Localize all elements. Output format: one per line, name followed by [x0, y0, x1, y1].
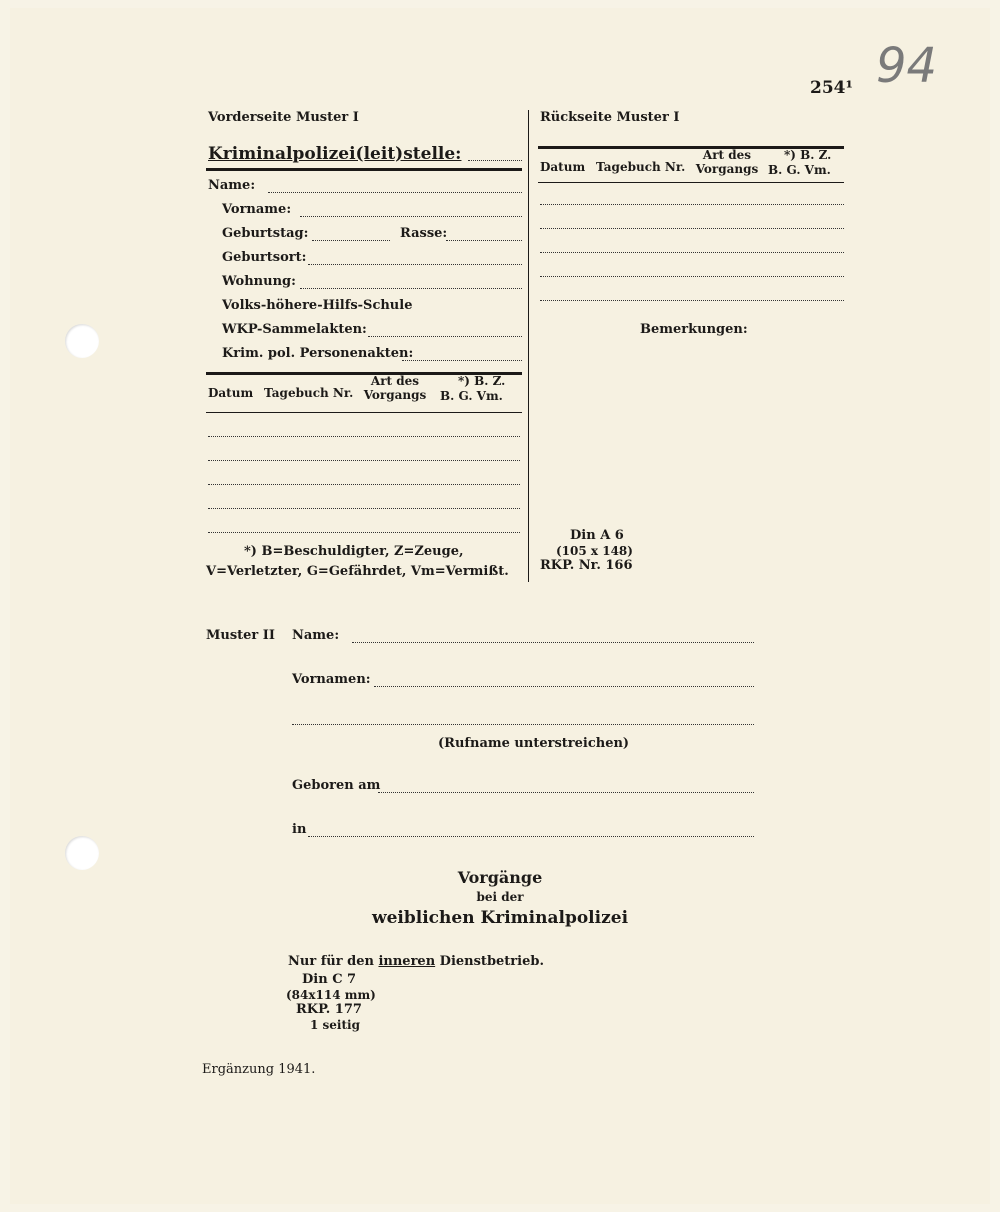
- muster2-rufname-note: (Rufname unterstreichen): [438, 736, 630, 751]
- front-footnote-line2: V=Verletzter, G=Gefährdet, Vm=Vermißt.: [206, 564, 509, 579]
- punch-hole-bottom: [65, 836, 99, 870]
- front-title: Kriminalpolizei(leit)stelle:: [208, 144, 462, 164]
- muster2-title-vorgaenge: Vorgänge: [457, 868, 543, 887]
- back-format-rkp: RKP. Nr. 166: [540, 558, 633, 573]
- muster2-geboren-label: Geboren am: [292, 778, 381, 793]
- front-geburtstag-label: Geburtstag:: [222, 226, 309, 241]
- back-table-datum: Datum: [540, 160, 586, 174]
- front-vorname-label: Vorname:: [222, 202, 292, 217]
- back-table-row-2[interactable]: [540, 228, 844, 229]
- front-rasse-field[interactable]: [446, 240, 522, 241]
- front-wkp-label: WKP-Sammelakten:: [222, 322, 367, 337]
- muster2-vornamen-field[interactable]: [374, 686, 754, 687]
- front-table-row-3[interactable]: [208, 484, 520, 485]
- back-table-art: Art des Vorgangs: [695, 148, 759, 176]
- front-table-art: Art des Vorgangs: [363, 374, 427, 402]
- front-name-field[interactable]: [268, 192, 522, 193]
- muster2-nur-underlined: inneren: [378, 954, 436, 969]
- muster2-in-label: in: [292, 822, 307, 837]
- back-table-bgvm: B. G. Vm.: [768, 163, 831, 177]
- front-wohnung-label: Wohnung:: [222, 274, 296, 289]
- handwritten-page-number: 94: [876, 38, 938, 94]
- muster2-name-field[interactable]: [352, 642, 754, 643]
- muster2-size: (84x114 mm): [286, 988, 376, 1002]
- back-format-din: Din A 6: [570, 528, 624, 543]
- front-table-header-rule: [206, 412, 522, 413]
- muster2-label: Muster II: [206, 628, 275, 643]
- back-table-row-4[interactable]: [540, 276, 844, 277]
- front-schule-label: Volks-höhere-Hilfs-Schule: [222, 298, 413, 313]
- muster2-in-field[interactable]: [308, 836, 754, 837]
- muster2-nur-pre: Nur für den: [288, 954, 379, 969]
- muster2-geboren-field[interactable]: [378, 792, 754, 793]
- front-rasse-label: Rasse:: [400, 226, 448, 241]
- back-table-row-3[interactable]: [540, 252, 844, 253]
- back-table-bz: *) B. Z.: [784, 148, 832, 162]
- front-personenakten-label: Krim. pol. Personenakten:: [222, 346, 414, 361]
- muster2-title-bei-der: bei der: [476, 890, 524, 904]
- front-wkp-field[interactable]: [368, 336, 522, 337]
- front-table-row-1[interactable]: [208, 436, 520, 437]
- front-name-label: Name:: [208, 178, 256, 193]
- back-bemerkungen: Bemerkungen:: [640, 322, 748, 337]
- front-geburtsort-field[interactable]: [308, 264, 522, 265]
- muster2-seitig: 1 seitig: [310, 1018, 360, 1032]
- muster2-vornamen-label: Vornamen:: [292, 672, 371, 687]
- front-geburtsort-label: Geburtsort:: [222, 250, 307, 265]
- muster2-nur-post: Dienstbetrieb.: [435, 954, 544, 969]
- front-header: Vorderseite Muster I: [208, 110, 359, 125]
- front-vorname-field[interactable]: [300, 216, 522, 217]
- back-table-row-1[interactable]: [540, 204, 844, 205]
- back-table-row-5[interactable]: [540, 300, 844, 301]
- page-number: 254¹: [810, 78, 853, 98]
- back-header: Rückseite Muster I: [540, 110, 680, 125]
- front-wohnung-field[interactable]: [300, 288, 522, 289]
- front-title-rule: [206, 168, 522, 171]
- muster2-name-label: Name:: [292, 628, 340, 643]
- front-personenakten-field[interactable]: [402, 360, 522, 361]
- muster2-vornamen-field-2[interactable]: [292, 724, 754, 725]
- footer-ergaenzung: Ergänzung 1941.: [202, 1062, 316, 1077]
- front-table-bz: *) B. Z.: [458, 374, 506, 388]
- muster2-nur-fuer: [288, 954, 544, 969]
- muster2-title-weiblichen: weiblichen Kriminalpolizei: [371, 908, 629, 928]
- front-table-row-4[interactable]: [208, 508, 520, 509]
- front-geburtstag-field[interactable]: [312, 240, 390, 241]
- front-footnote-line1: *) B=Beschuldigter, Z=Zeuge,: [244, 544, 464, 559]
- back-table-tagebuch: Tagebuch Nr.: [596, 160, 686, 174]
- muster2-din: Din C 7: [302, 972, 357, 987]
- front-table-row-2[interactable]: [208, 460, 520, 461]
- document-page: [10, 8, 990, 1204]
- back-table-header-rule: [538, 182, 844, 183]
- muster2-rkp: RKP. 177: [296, 1002, 362, 1017]
- punch-hole-top: [65, 324, 99, 358]
- front-table-tagebuch: Tagebuch Nr.: [264, 386, 354, 400]
- column-divider: [528, 110, 529, 582]
- back-format-size: (105 x 148): [556, 544, 633, 558]
- front-table-row-5[interactable]: [208, 532, 520, 533]
- front-table-datum: Datum: [208, 386, 254, 400]
- front-table-bgvm: B. G. Vm.: [440, 389, 503, 403]
